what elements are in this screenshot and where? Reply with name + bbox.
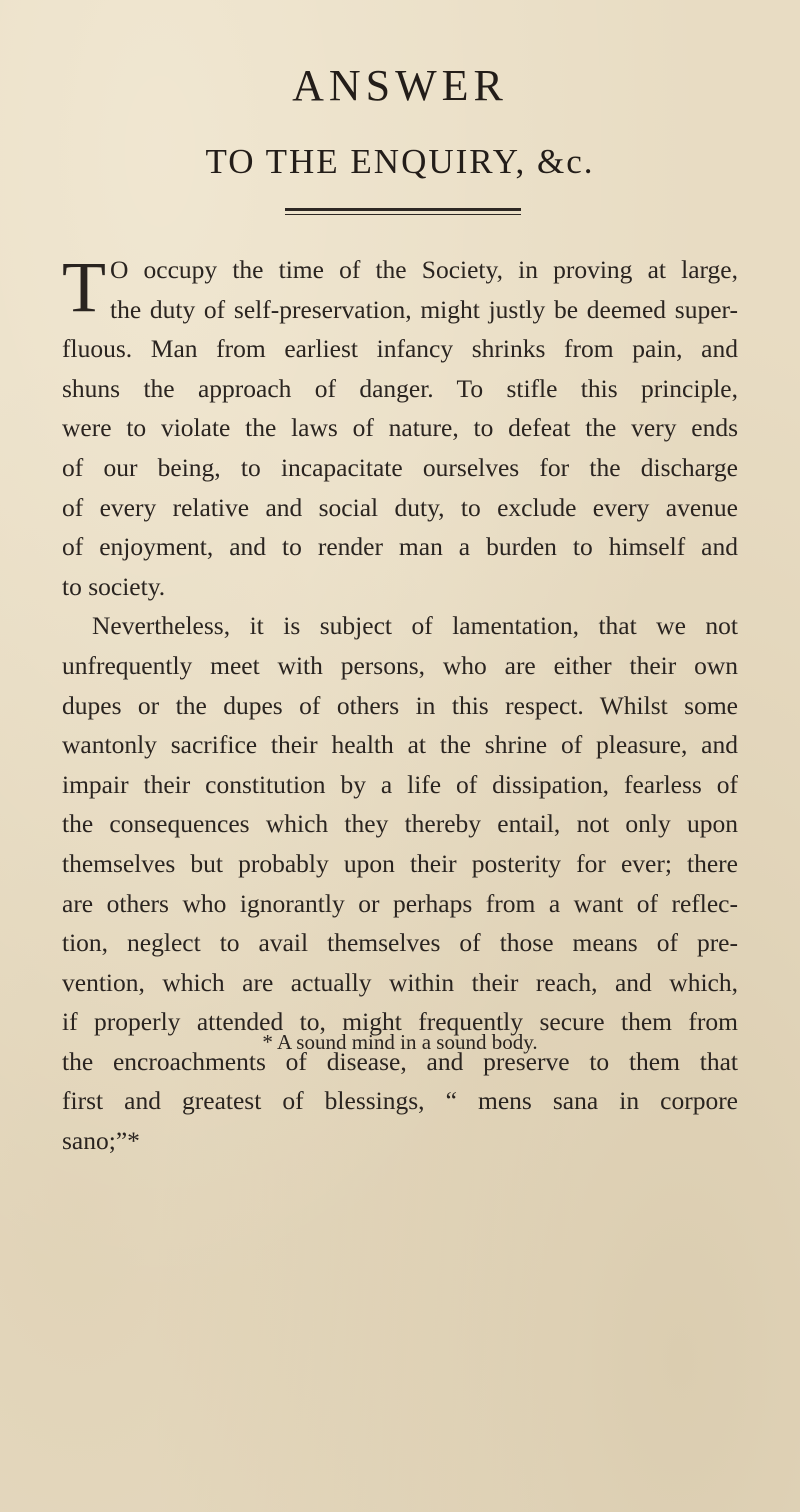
text-line: the encroachments of disease, and preserve to them that (62, 1046, 738, 1076)
text-line: wantonly sacrifice their health at the shrine of pleasure, and (62, 730, 738, 760)
text-line: themselves but probably upon their posterity for ever; there (62, 848, 738, 878)
text-line: sano;”* (62, 1126, 140, 1156)
text-line: unfrequently meet with persons, who are either their own (62, 650, 738, 680)
text-line: Nevertheless, it is subject of lamentation, that we not (92, 611, 738, 641)
text-line: first and greatest of blessings, “ mens sana in corpore (62, 1086, 738, 1116)
text-line: the duty of self-preservation, might justly be deemed super- (109, 294, 738, 324)
text-line: O occupy the time of the Society, in proving at large, (109, 255, 738, 284)
page-title: ANSWER (292, 61, 508, 110)
paragraph-1 (62, 247, 738, 606)
text-line: of enjoyment, and to render man a burden to himself and (62, 532, 738, 562)
text-line: shuns the approach of danger. To stifle this principle, (62, 373, 738, 403)
text-line: to society. (62, 571, 166, 601)
text-line: vention, which are actually within their reach, and which, (62, 967, 738, 997)
text-line: of our being, to incapacitate ourselves for the discharge (62, 452, 738, 482)
body-text (62, 247, 738, 1161)
text-line: tion, neglect to avail themselves of those means of pre- (62, 928, 738, 958)
text-line: dupes or the dupes of others in this respect. Whilst some (62, 690, 738, 720)
text-line: are others who ignorantly or perhaps from a want of reflec- (62, 888, 738, 918)
text-line: the consequences which they thereby entail, not only upon (62, 809, 738, 839)
page-subtitle: TO THE ENQUIRY, &c. (205, 142, 595, 181)
text-line: of every relative and social duty, to exclude every avenue (62, 492, 738, 522)
paragraph-2 (62, 606, 738, 1160)
title-rule-thick (285, 208, 521, 211)
text-line: if properly attended to, might frequently secure them from (62, 1007, 738, 1037)
footnote: * A sound mind in a sound body. (262, 1030, 538, 1054)
title-rule-thin (285, 214, 521, 215)
text-line: impair their constitution by a life of dissipation, fearless of (62, 769, 738, 799)
drop-cap: T (62, 247, 106, 327)
text-line: fluous. Man from earliest infancy shrinks from pain, and (62, 334, 738, 364)
text-line: were to violate the laws of nature, to defeat the very ends (62, 413, 738, 443)
